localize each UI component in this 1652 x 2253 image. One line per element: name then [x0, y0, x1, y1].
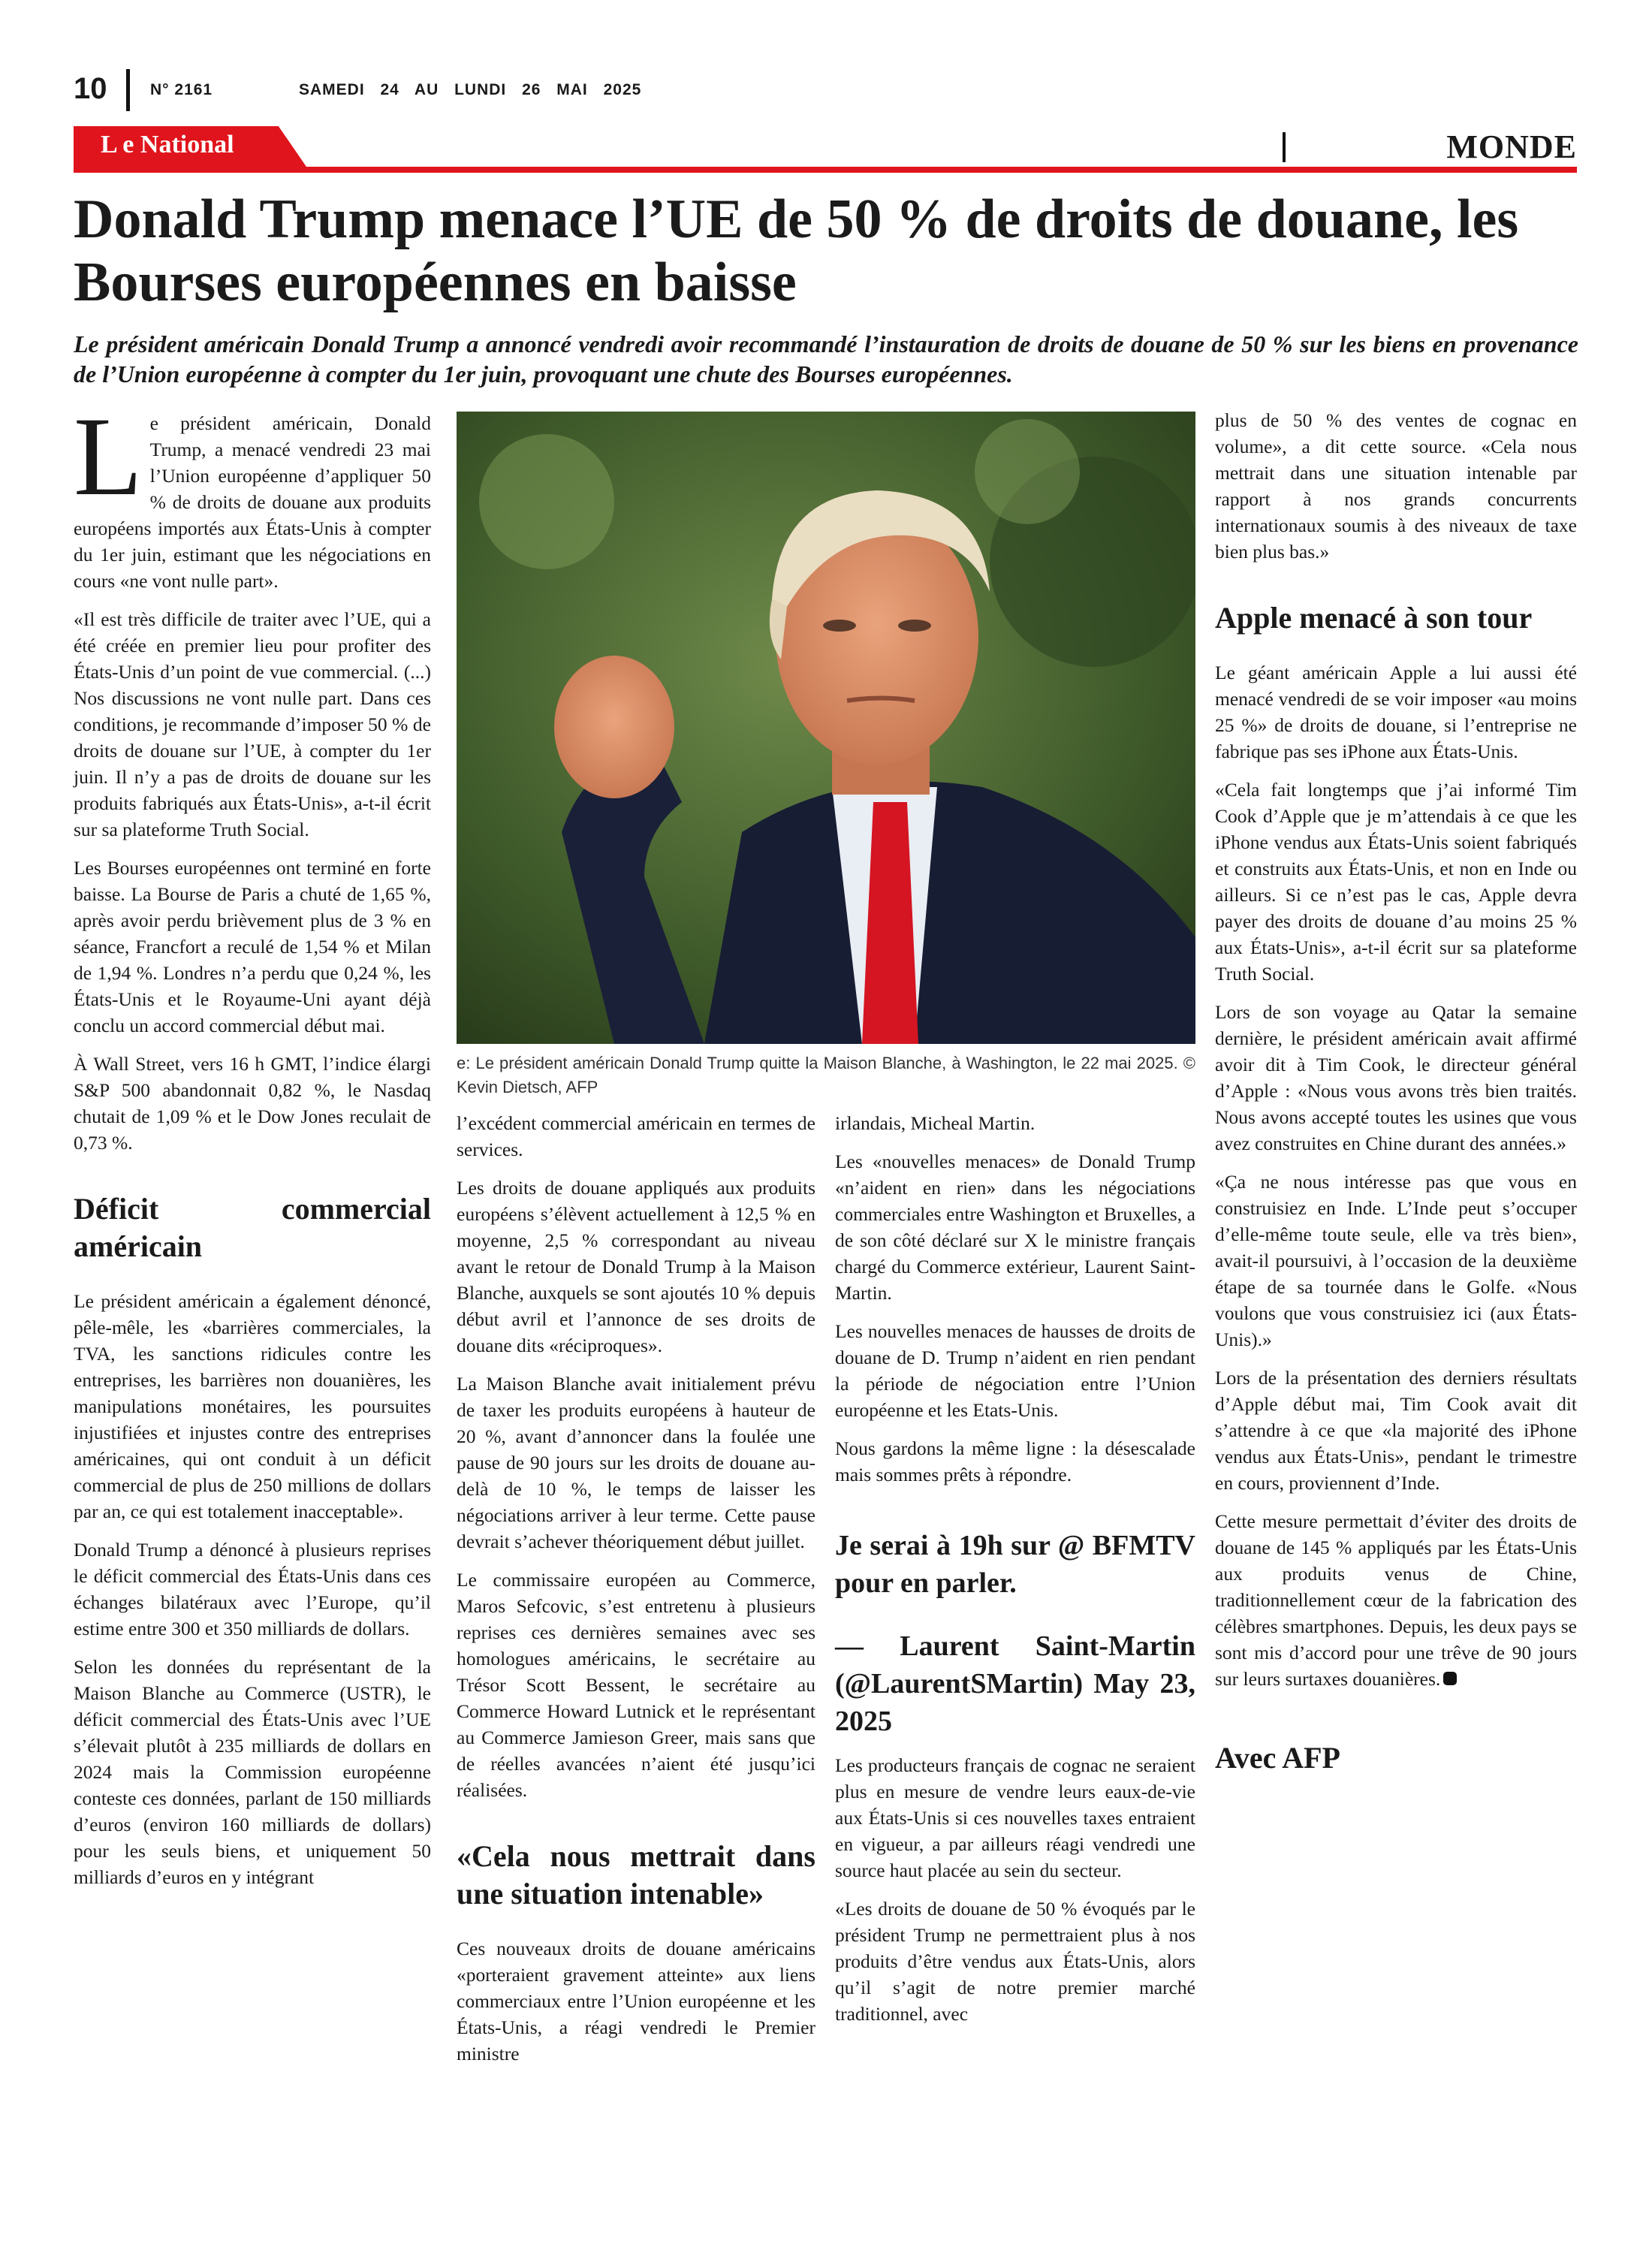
paragraph-text: Cette mesure permettait d’éviter des droits de douane de 145 % appliqués par les États-Unis aux produits venus de Chine, traditionnellement cœur de la fabrication des célèbres smartphones. Depuis, les deux pays se sont mis d’accord pour une trêve de 90 jours sur leurs surtaxes douanières. [1215, 1510, 1577, 1690]
paragraph: Les «nouvelles menaces» de Donald Trump «n’aident en rien» dans les négociations commerciales entre Washington et Bruxelles, a de son côté déclaré sur X le ministre français chargé du Commerce extérieur, Laurent Saint-Martin. [835, 1151, 1195, 1304]
section-divider [1283, 132, 1286, 162]
paragraph: À Wall Street, vers 16 h GMT, l’indice élargi S&P 500 abandonnait 0,82 %, le Nasdaq chutait de 1,09 % et le Dow Jones reculait de 0,73 %. [74, 1053, 431, 1154]
paragraph: plus de 50 % des ventes de cognac en volume», a dit cette source. «Cela nous mettrait dans une situation intenable par rapport à nos grands concurrents internationaux soumis à des niveaux de taxe bien plus bas.» [1215, 409, 1577, 562]
paragraph: Donald Trump a dénoncé à plusieurs reprises le déficit commercial des États-Unis dans ces échanges bilatéraux avec l’Europe, qu’il estime entre 300 et 350 milliards de dollars. [74, 1539, 431, 1639]
section-title: MONDE [1446, 128, 1577, 165]
paragraph: «Cela fait longtemps que j’ai informé Tim Cook d’Apple que je m’attendais à ce que les iPhone vendus aux États-Unis soient fabriqués et construits aux États-Unis, et non en Inde ou ailleurs. Si ce n’est pas le cas, Apple devra payer des droits de douane d’au moins 25 % aux États-Unis», a-t-il écrit sur sa plateforme Truth Social. [1215, 779, 1577, 985]
photo-caption: e: Le président américain Donald Trump quitte la Maison Blanche, à Washington, le 22 mai 2025. © Kevin Dietsch, AFP [457, 1054, 1195, 1096]
end-of-article-icon [1443, 1672, 1457, 1685]
paragraph: Lors de son voyage au Qatar la semaine dernière, le président américain avait affirmé avoir dit à Tim Cook, le directeur général d’Apple : «Nous vous avons très bien traités. Nous avons accepté toutes les usines que vous avez construites en Chine durant des années.» [1215, 1001, 1577, 1154]
paragraph: Les droits de douane appliqués aux produits européens s’élèvent actuellement à 12,5 % en moyenne, 2,5 % correspondant au niveau avant le retour de Donald Trump à la Maison Blanche, auxquels se sont ajoutés 10 % depuis début avril et l’annonce de ses droits de douane dits «réciproques». [457, 1177, 815, 1356]
article-column-3 [835, 1110, 1195, 2039]
paragraph: «Les droits de douane de 50 % évoqués par le président Trump ne permettraient plus à nos produits d’être vendus aux États-Unis, alors qu’il s’agit de notre premier marché traditionnel, avec [835, 1898, 1195, 2025]
paragraph [74, 394, 431, 594]
article-lede: Le président américain Donald Trump a annoncé vendredi avoir recommandé l’instauration de droits de douane de 50 % sur les biens en provenance de l’Union européenne à compter du 1er juin, provoquant une chute des Bourses européennes. [74, 330, 1578, 388]
paragraph: Nous gardons la même ligne : la désescalade mais sommes prêts à répondre. [835, 1437, 1195, 1485]
paragraph: Les nouvelles menaces de hausses de droits de douane de D. Trump n’aident en rien pendant la période de négociation entre l’Union européenne et les Etats-Unis. [835, 1320, 1195, 1421]
header-rule [74, 167, 1577, 173]
paragraph: Lors de la présentation des derniers résultats d’Apple début mai, Tim Cook avait dit s’attendre à ce que «la majorité des iPhone vendus aux États-Unis», pendant le trimestre en cours, proviennent d’Inde. [1215, 1367, 1577, 1494]
subheading: «Cela nous mettrait dans une situation intenable» [457, 1839, 815, 1911]
paragraph [1215, 1508, 1577, 1692]
paragraph: Selon les données du représentant de la Maison Blanche au Commerce (USTR), le déficit commercial des États-Unis avec l’UE s’élevait plutôt à 235 milliards de dollars en 2024 mais la Commission européenne conteste ces données, parlant de 150 milliards d’euros (environ 160 milliards de dollars) pour les seuls biens, et uniquement 50 milliards d’euros en y intégrant [74, 1656, 431, 1888]
paragraph: La Maison Blanche avait initialement prévu de taxer les produits européens à hauteur de 20 %, avant d’annoncer dans la foulée une pause de 90 jours sur les droits de douane au-delà de 10 %, le temps de laisser les négociations arriver à leur terme. Cette pause devrait s’achever théoriquement début juillet. [457, 1373, 815, 1552]
article-column-2 [457, 1110, 815, 2079]
paragraph-text: e président américain, Donald Trump, a menacé vendredi 23 mai l’Union européenne d’appliquer 50 % de droits de douane aux produits européens importés aux États-Unis à compter du 1er juin, estimant que les négociations en cours «ne vont nulle part». [74, 412, 431, 592]
paragraph: irlandais, Micheal Martin. [835, 1112, 1036, 1134]
subheading: Apple menacé à son tour [1215, 601, 1533, 635]
paragraph: Le géant américain Apple a lui aussi été menacé vendredi de se voir imposer «au moins 25 %» de droits de douane, si l’entreprise ne fabrique pas ses iPhone aux États-Unis. [1215, 662, 1577, 762]
brand-logo-text: L e National [101, 131, 234, 158]
subheading: Déficit commercial américain [74, 1192, 431, 1263]
paragraph: Les Bourses européennes ont terminé en forte baisse. La Bourse de Paris a chuté de 1,65 %, après avoir perdu brièvement plus de 3 % en séance, Francfort a reculé de 1,54 % et Milan de 1,94 %. Londres n’a perdu que 0,24 %, les États-Unis et le Royaume-Uni ayant déjà conclu un accord commercial début mai. [74, 857, 431, 1036]
paragraph: Le président américain a également dénoncé, pêle-mêle, les «barrières commerciales, la TVA, les sanctions ridicules contre les entreprises, les barrières non douanières, les manipulations monétaires, les poursuites injustifiées et injustes contre des entreprises américaines, qui ont conduit à un déficit commercial de plus de 250 millions de dollars par an, ce qui est totalement inacceptable». [74, 1290, 431, 1522]
article-column-1 [74, 394, 431, 1902]
article-photo [457, 412, 1195, 1044]
issue-date: SAMEDI 24 AU LUNDI 26 MAI 2025 [299, 81, 642, 98]
paragraph: Le commissaire européen au Commerce, Maros Sefcovic, s’est entretenu à plusieurs reprises ces dernières semaines avec ses homologues américains, le secrétaire au Trésor Scott Bessent, le secrétaire au Commerce Howard Lutnick et le représentant au Commerce Jamieson Greer, mais sans que de réelles avancées n’aient été jusqu’ici réalisées. [457, 1569, 815, 1801]
paragraph: «Ça ne nous intéresse pas que vous en construisiez en Inde. L’Inde peut s’occuper d’elle-même toute seule, elle va très bien», avait-il poursuivi, à l’occasion de la deuxième étape de sa tournée dans le Golfe. «Nous voulons que vous construisiez ici (aux États-Unis).» [1215, 1171, 1577, 1350]
paragraph: «Il est très difficile de traiter avec l’UE, qui a été créée en premier lieu pour profiter des États-Unis d’un point de vue commercial. (...) Nos discussions ne vont nulle part. Dans ces conditions, je recommande d’imposer 50 % de droits de douane sur l’UE, à compter du 1er juin. Il n’y a pas de droits de douane sur les produits fabriqués aux États-Unis», a-t-il écrit sur sa plateforme Truth Social. [74, 608, 431, 840]
issue-number: N° 2161 [150, 81, 213, 98]
drop-cap: L [74, 394, 143, 519]
article-headline: Donald Trump menace l’UE de 50 % de droits de douane, les Bourses européennes en baisse [74, 189, 1519, 313]
paragraph: l’excédent commercial américain en termes de services. [457, 1112, 815, 1160]
article-column-4 [1215, 407, 1577, 1775]
paragraph: Les producteurs français de cognac ne seraient plus en mesure de vendre leurs eaux-de-vie aux États-Unis si ces nouvelles taxes entraient en vigueur, a par ailleurs réagi vendredi une source haut placée au sein du secteur. [835, 1754, 1195, 1881]
embedded-tweet-attribution: — Laurent Saint-Martin (@LaurentSMartin) May 23, 2025 [835, 1630, 1195, 1737]
header-divider [126, 69, 130, 111]
embedded-tweet-text: Je serai à 19h sur @ BFMTV pour en parler. [835, 1530, 1195, 1599]
article-credit: Avec AFP [1215, 1741, 1340, 1775]
paragraph: Ces nouveaux droits de douane américains «porteraient gravement atteinte» aux liens commerciaux entre l’Union européenne et les États-Unis, a réagi vendredi le Premier ministre [457, 1938, 815, 2064]
page-number: 10 [74, 72, 107, 105]
